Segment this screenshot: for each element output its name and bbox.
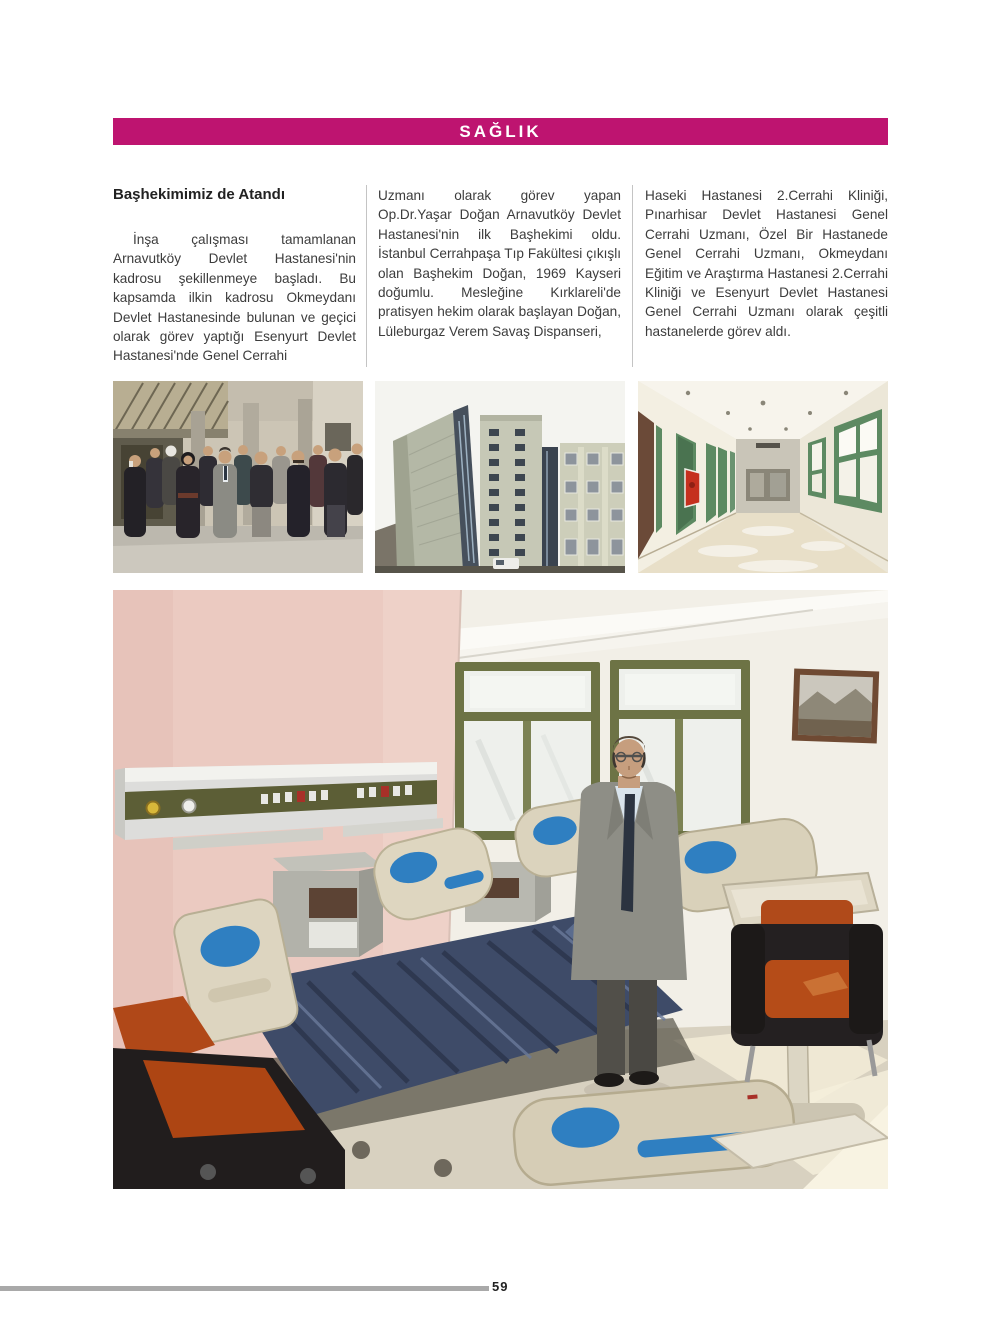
article-title: Başhekimimiz de Atandı [113,186,285,203]
corridor-illustration [638,381,888,573]
column-divider-1 [366,185,367,367]
article-column-2: Uzmanı olarak görev yapan Op.Dr.Yaşar Doğan Arnavutköy Devlet Hastanesi'nin ilk Başhekimi oldu. İstanbul Cerrahpaşa Tıp Fakültesi çıkışlı olan Başhekim Doğan, 1969 Kayseri doğumlu. Mesleğine Kırklareli'de pratisyen hekim olarak başlayan Doğan, Lüleburgaz Verem Savaş Dispanseri, [378,188,621,339]
photo-patient-room [113,590,888,1189]
photo-corridor [638,381,888,573]
hospital-building-illustration [375,381,625,573]
photo-staff-group [113,381,363,573]
article-column-3: Haseki Hastanesi 2.Cerrahi Kliniği, Pınarhisar Devlet Hastanesi Genel Cerrahi Uzmanı, Özel Bir Hastanede Genel Cerrahi Uzmanı, Okmeydanı Eğitim ve Araştırma Hastanesi 2.Cerrahi Kliniği ve Esenyurt Devlet Hastanesi Genel Cerrahi Uzmanı olarak çeşitli hastanelerde görev aldı. [645,188,888,339]
page-number: 59 [492,1279,509,1294]
staff-group-illustration [113,381,363,573]
column-divider-2 [632,185,633,367]
photo-hospital-building [375,381,625,573]
section-header-bar [113,118,888,145]
footer-rule [0,1286,489,1291]
article-column-1: İnşa çalışması tamamlanan Arnavutköy Devlet Hastanesi'nin kadrosu şekillenmeye başladı. Bu kapsamda ilkin kadrosu Okmeydanı Devlet Hastanesinde bulunan ve geçici olarak görev yaptığı Esenyurt Devlet Hastanesi'nde Genel Cerrahi [113,232,356,364]
section-title: SAĞLIK [459,121,542,141]
patient-room-illustration [113,590,888,1189]
wall-picture [792,669,879,744]
